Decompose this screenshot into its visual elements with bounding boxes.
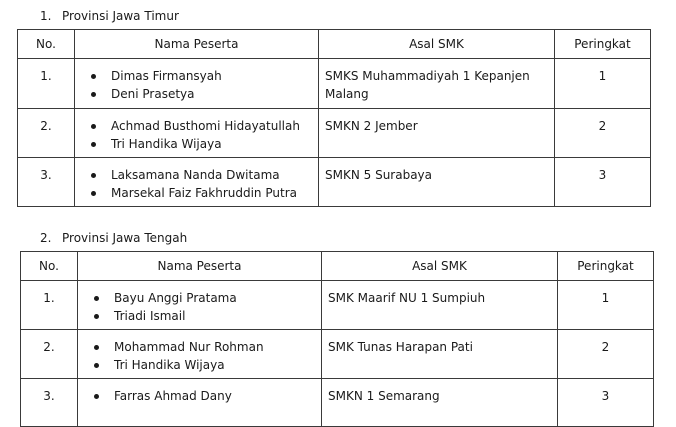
bullet-icon (94, 314, 99, 319)
bullet-icon (94, 394, 99, 399)
school-name: SMKN 2 Jember (325, 119, 418, 133)
bullet-icon (91, 92, 96, 97)
list-item (81, 135, 312, 153)
list-item (81, 184, 312, 202)
participant-list (81, 166, 312, 202)
rank-value: 3 (601, 389, 610, 403)
participant-list (84, 387, 315, 405)
results-table-jawa-timur (17, 29, 651, 207)
rank-value: 3 (598, 168, 607, 182)
bullet-icon (91, 191, 96, 196)
table-row (21, 281, 654, 330)
participant-name: Tri Handika Wijaya (111, 137, 222, 151)
header-rank: Peringkat (555, 30, 651, 59)
row-number: 3. (43, 389, 55, 403)
header-no: No. (21, 252, 78, 281)
header-rank: Peringkat (558, 252, 654, 281)
school-name: SMKS Muhammadiyah 1 Kepanjen Malang (325, 69, 530, 101)
row-number: 2. (40, 119, 52, 133)
table-row (21, 379, 654, 427)
table-header-row (21, 252, 654, 281)
row-number: 3. (40, 168, 52, 182)
participant-name: Laksamana Nanda Dwitama (111, 168, 280, 182)
bullet-icon (94, 345, 99, 350)
table-row (18, 109, 651, 158)
list-item (84, 356, 315, 374)
header-school: Asal SMK (322, 252, 558, 281)
list-item (81, 85, 312, 103)
school-name: SMK Maarif NU 1 Sumpiuh (328, 291, 486, 305)
list-item (84, 338, 315, 356)
bullet-icon (91, 124, 96, 129)
school-name: SMK Tunas Harapan Pati (328, 340, 473, 354)
row-number: 2. (43, 340, 55, 354)
header-no: No. (18, 30, 75, 59)
school-name: SMKN 5 Surabaya (325, 168, 433, 182)
header-school: Asal SMK (319, 30, 555, 59)
list-item (81, 117, 312, 135)
section-number: 2. (40, 231, 52, 245)
participant-name: Tri Handika Wijaya (114, 358, 225, 372)
bullet-icon (91, 173, 96, 178)
participant-name: Mohammad Nur Rohman (114, 340, 264, 354)
section-number: 1. (40, 9, 52, 23)
participant-list (81, 67, 312, 103)
rank-value: 1 (598, 69, 607, 83)
list-item (84, 387, 315, 405)
bullet-icon (94, 363, 99, 368)
rank-value: 1 (601, 291, 610, 305)
rank-value: 2 (601, 340, 610, 354)
rank-value: 2 (598, 119, 607, 133)
table-row (21, 330, 654, 379)
participant-name: Achmad Busthomi Hidayatullah (111, 119, 300, 133)
section-title-text: Provinsi Jawa Tengah (62, 231, 188, 245)
participant-name: Deni Prasetya (111, 87, 195, 101)
participant-name: Triadi Ismail (114, 309, 186, 323)
section-title-jawa-timur (40, 9, 179, 23)
school-name: SMKN 1 Semarang (328, 389, 440, 403)
table-row (18, 158, 651, 207)
participant-list (84, 338, 315, 374)
table-row (18, 59, 651, 109)
list-item (81, 166, 312, 184)
participant-name: Farras Ahmad Dany (114, 389, 232, 403)
participant-list (84, 289, 315, 325)
participant-name: Marsekal Faiz Fakhruddin Putra (111, 186, 297, 200)
table-header-row (18, 30, 651, 59)
section-title-jawa-tengah (40, 231, 187, 245)
header-name: Nama Peserta (78, 252, 322, 281)
row-number: 1. (43, 291, 55, 305)
results-table-jawa-tengah (20, 251, 654, 427)
row-number: 1. (40, 69, 52, 83)
list-item (84, 289, 315, 307)
header-name: Nama Peserta (75, 30, 319, 59)
bullet-icon (91, 142, 96, 147)
participant-name: Bayu Anggi Pratama (114, 291, 237, 305)
list-item (84, 307, 315, 325)
section-title-text: Provinsi Jawa Timur (62, 9, 179, 23)
participant-list (81, 117, 312, 153)
bullet-icon (91, 74, 96, 79)
participant-name: Dimas Firmansyah (111, 69, 222, 83)
list-item (81, 67, 312, 85)
bullet-icon (94, 296, 99, 301)
